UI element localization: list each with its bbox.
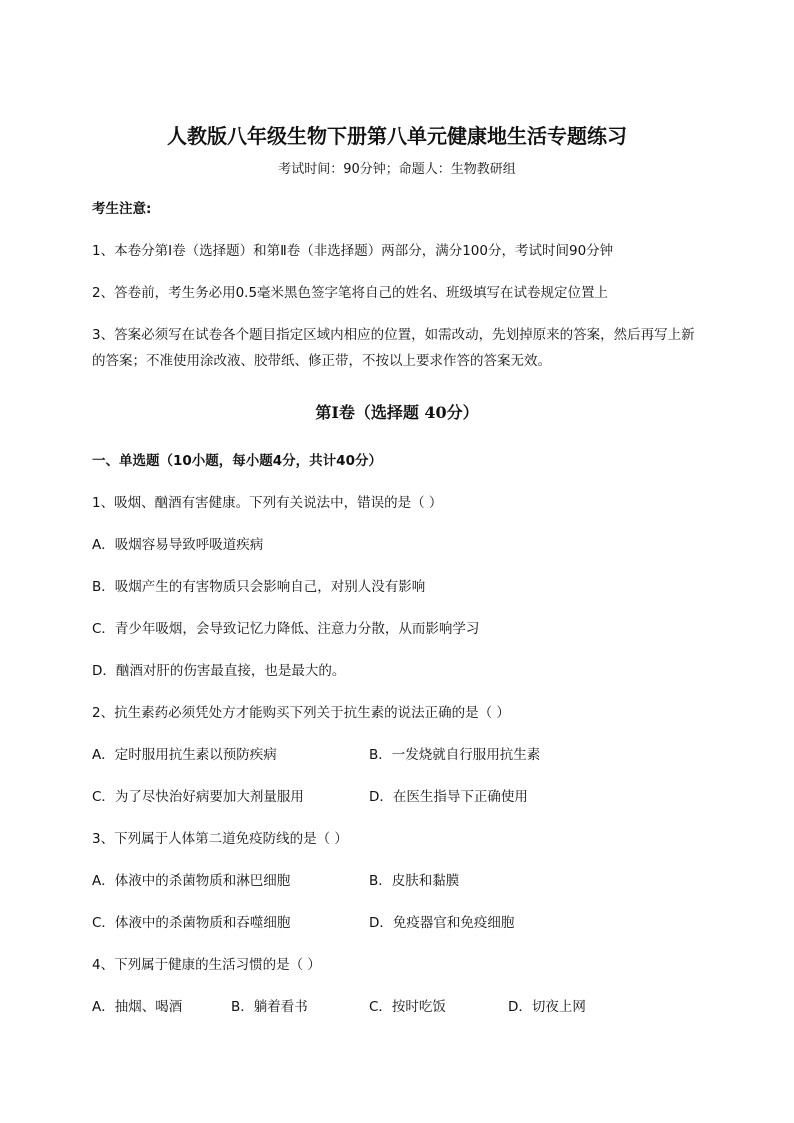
question-option: C．体液中的杀菌物质和吞噬细胞 bbox=[92, 915, 291, 931]
question-option: A．吸烟容易导致呼吸道疾病 bbox=[92, 537, 264, 553]
question-option: B．吸烟产生的有害物质只会影响自己，对别人没有影响 bbox=[92, 579, 426, 595]
question-option: D．酗酒对肝的伤害最直接，也是最大的。 bbox=[92, 663, 346, 679]
part-heading: 一、单选题（10小题，每小题4分，共计40分） bbox=[92, 453, 382, 469]
notice-heading: 考生注意: bbox=[92, 201, 152, 217]
question-stem: 1、吸烟、酗酒有害健康。下列有关说法中，错误的是（ ） bbox=[92, 495, 443, 511]
question-option: D．免疫器官和免疫细胞 bbox=[369, 915, 515, 931]
question-option: C．青少年吸烟，会导致记忆力降低、注意力分散，从而影响学习 bbox=[92, 621, 480, 637]
notice-item: 的答案；不准使用涂改液、胶带纸、修正带，不按以上要求作答的答案无效。 bbox=[92, 353, 551, 369]
notice-item: 1、本卷分第I卷（选择题）和第Ⅱ卷（非选择题）两部分，满分100分，考试时间90分钟 bbox=[92, 243, 614, 259]
question-stem: 4、下列属于健康的生活习惯的是（ ） bbox=[92, 957, 321, 973]
question-option: A．体液中的杀菌物质和淋巴细胞 bbox=[92, 873, 291, 889]
section-title: 第I卷（选择题 40分） bbox=[315, 403, 479, 422]
question-option: B．一发烧就自行服用抗生素 bbox=[369, 747, 541, 763]
question-option: D．在医生指导下正确使用 bbox=[369, 789, 528, 805]
page-title: 人教版八年级生物下册第八单元健康地生活专题练习 bbox=[167, 124, 627, 148]
question-option: B．躺着看书 bbox=[231, 999, 308, 1015]
question-option: B．皮肤和黏膜 bbox=[369, 873, 460, 889]
notice-item: 3、答案必须写在试卷各个题目指定区域内相应的位置，如需改动，先划掉原来的答案，然后再写上新 bbox=[92, 327, 695, 343]
question-stem: 3、下列属于人体第二道免疫防线的是（ ） bbox=[92, 831, 348, 847]
notice-item: 2、答卷前，考生务必用0.5毫米黑色签字笔将自己的姓名、班级填写在试卷规定位置上 bbox=[92, 285, 609, 301]
question-option: C．为了尽快治好病要加大剂量服用 bbox=[92, 789, 304, 805]
exam-info: 考试时间：90分钟；命题人：生物教研组 bbox=[278, 162, 516, 177]
question-option: C．按时吃饭 bbox=[369, 999, 446, 1015]
question-option: A．抽烟、喝酒 bbox=[92, 999, 183, 1015]
question-option: A．定时服用抗生素以预防疾病 bbox=[92, 747, 277, 763]
question-option: D．切夜上网 bbox=[508, 999, 586, 1015]
question-stem: 2、抗生素药必须凭处方才能购买下列关于抗生素的说法正确的是（ ） bbox=[92, 705, 510, 721]
